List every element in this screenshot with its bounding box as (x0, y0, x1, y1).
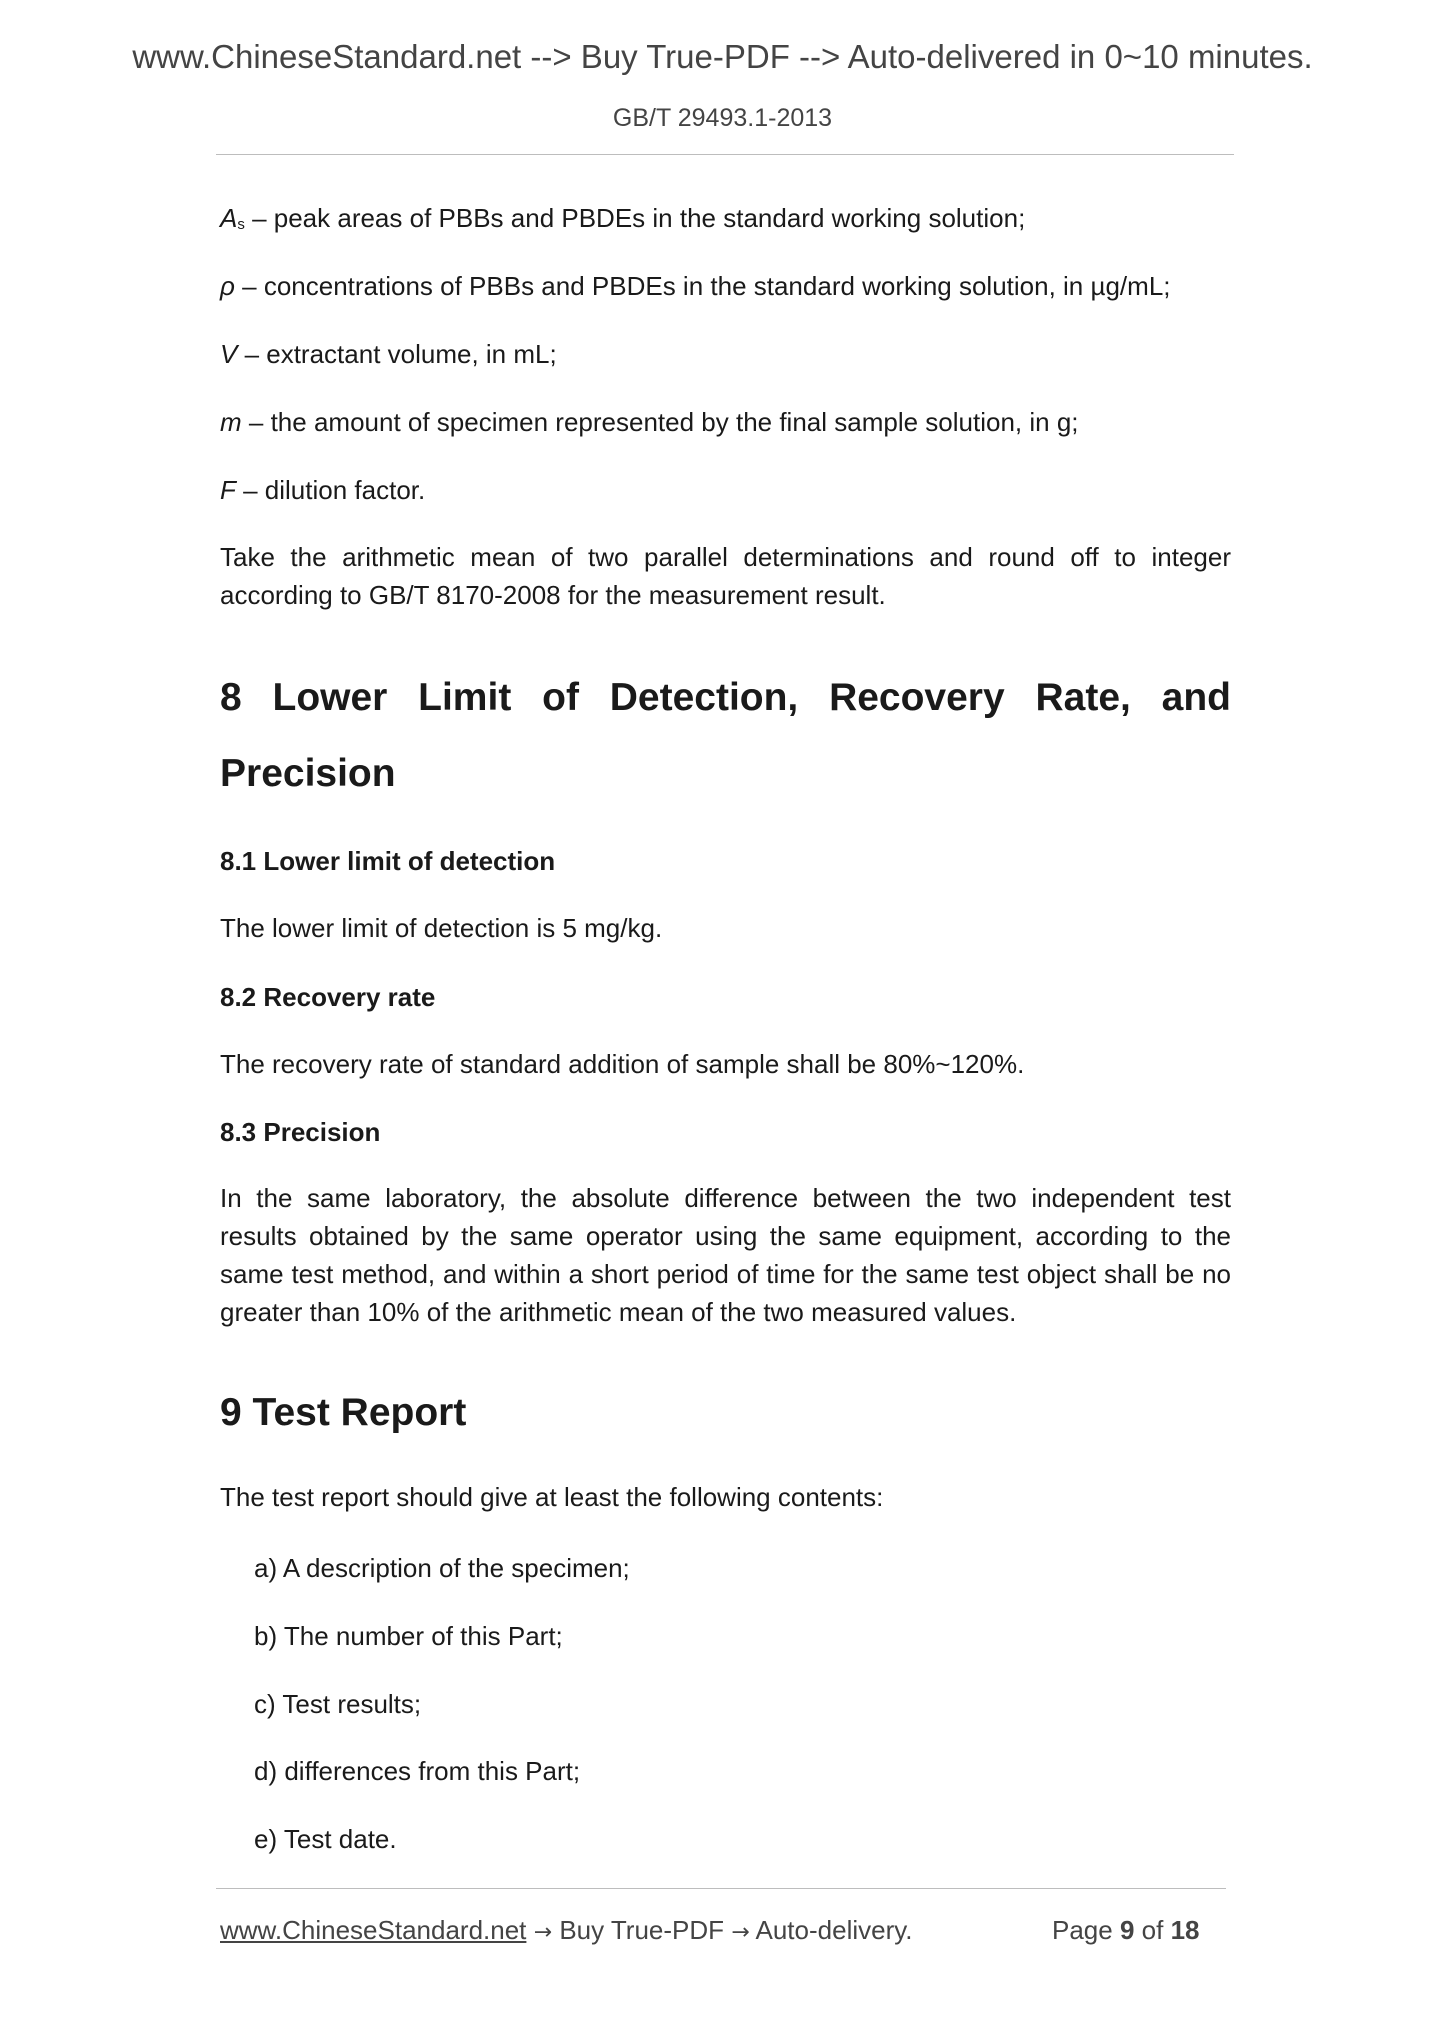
definition-f (220, 471, 1231, 509)
total-pages: 18 (1170, 1915, 1200, 1945)
section-8-1-text: The lower limit of detection is 5 mg/kg. (220, 913, 663, 943)
document-id: GB/T 29493.1-2013 (612, 104, 833, 132)
footer-site-link[interactable]: www.ChineseStandard.net (220, 1915, 527, 1945)
arrow-right-icon: → (731, 1920, 750, 1945)
list-item: e) Test date. (254, 1824, 397, 1854)
footer-divider (216, 1888, 1226, 1889)
list-item: c) Test results; (254, 1689, 422, 1719)
definition-v (220, 335, 1231, 373)
footer-links (220, 1915, 913, 1946)
list-item: b) The number of this Part; (254, 1621, 563, 1651)
definition-text: – peak areas of PBBs and PBDEs in the standard working solution; (244, 203, 1026, 233)
definition-as (220, 199, 1231, 244)
section-8-3-heading: 8.3 Precision (220, 1117, 381, 1147)
header-divider (216, 154, 1234, 155)
section-8-heading: 8 Lower Limit of Detection, Recovery Rate, and Precision (220, 676, 1231, 795)
symbol-f: F (220, 475, 236, 505)
symbol-a: A (220, 203, 238, 233)
definition-text: – concentrations of PBBs and PBDEs in the standard working solution, in µg/mL; (234, 271, 1171, 301)
definition-rho (220, 267, 1231, 305)
page-indicator (1052, 1915, 1200, 1946)
definition-text: – extractant volume, in mL; (237, 339, 557, 369)
section-9-heading: 9 Test Report (220, 1391, 467, 1434)
list-item: d) differences from this Part; (254, 1756, 581, 1786)
result-paragraph: Take the arithmetic mean of two parallel determinations and round off to integer according to GB/T 8170-2008 for the measurement result. (220, 542, 1231, 610)
arrow-right-icon: → (533, 1920, 553, 1945)
section-8-1-heading: 8.1 Lower limit of detection (220, 846, 556, 876)
header-banner: www.ChineseStandard.net --> Buy True-PDF --> Auto-delivered in 0~10 minutes. (132, 38, 1313, 75)
list-item: a) A description of the specimen; (254, 1553, 630, 1583)
section-9-intro: The test report should give at least the following contents: (220, 1482, 884, 1512)
section-8-3-text: In the same laboratory, the absolute difference between the two independent test results obtained by the same operator using the same equipment, according to the same test method, and within a short period of time for the same test object shall be no greater than 10% of the arithmetic mean of the two measured values. (220, 1183, 1231, 1327)
definition-text: – the amount of specimen represented by the final sample solution, in g; (241, 407, 1079, 437)
definition-text: – dilution factor. (235, 475, 426, 505)
definition-m (220, 403, 1231, 441)
page-label: Page (1052, 1915, 1113, 1945)
page-number: 9 (1119, 1915, 1135, 1945)
symbol-subscript-s: s (237, 216, 245, 233)
footer-buy-text: Buy True-PDF (559, 1915, 725, 1945)
symbol-rho: ρ (220, 271, 235, 301)
symbol-v: V (220, 339, 238, 369)
symbol-m: m (220, 407, 242, 437)
of-label: of (1141, 1915, 1164, 1945)
footer-delivery-text: Auto-delivery. (755, 1915, 913, 1945)
section-8-2-text: The recovery rate of standard addition of sample shall be 80%~120%. (220, 1049, 1025, 1079)
section-8-2-heading: 8.2 Recovery rate (220, 982, 436, 1012)
